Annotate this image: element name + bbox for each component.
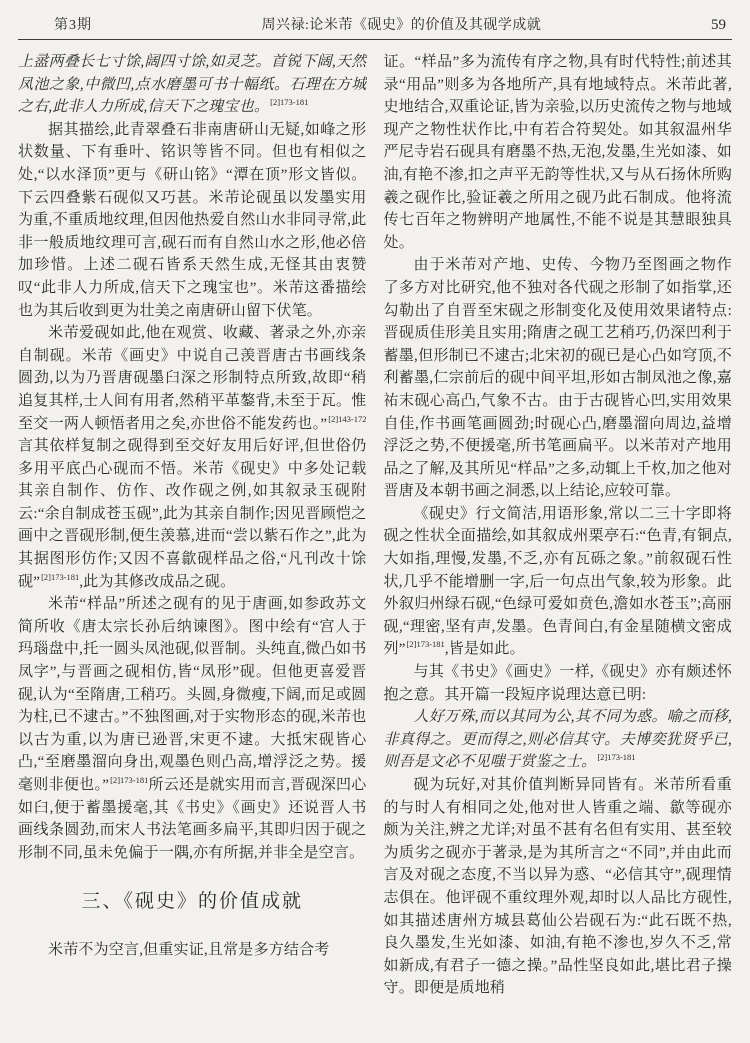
paragraph: 米芾“样品”所述之砚有的见于唐画,如参政苏文简所收《唐太宗长孙后纳谏图》。图中绘有“宫人于玛瑙盘中,托一圆头凤池砚,似晋制。头纯直,微凸如书凤字”,与晋画之砚相仿,皆“凤形”砚。但他更喜爱晋砚,认为“至隋唐,工稍巧。头圆,身微瘦,下阔,而足或圆为柱,已不逮古。”不独图画,对于实物形态的砚,米芾也以古为重,以为唐已逊晋,宋更不逮。大抵宋砚皆心凸,“至磨墨溜向身出,观墨色则凸高,增浮泛之势。援毫则非便也。”$^{[2]173-181}$所云还是就实用而言,晋砚深凹心如臼,便于蓄墨援毫,其《书史》《画史》还说晋人书画线条圆劲,而宋人书法笔画多扁平,其即归因于砚之形制不同,虽未免偏于一隅,亦有所据,并非全是空言。 xyxy=(18,596,367,861)
citation-ref: [2]173-181 xyxy=(110,775,149,785)
running-head-title: 周兴禄:论米芾《砚史》的价值及其砚学成就 xyxy=(261,18,542,33)
section-heading: 三、《砚史》的价值成就 xyxy=(81,891,303,913)
paragraph: 据其描绘,此青翠叠石非南唐研山无疑,如峰之形状数量、下有垂叶、铭识等皆不同。但也有相似之处,“以水泽顶”更与《研山铭》“潭在顶”形文皆似。下云四叠紫石砚似又巧甚。米芾论砚虽以发墨实用为重,不重质地纹理,但因他热爱自然山水非同寻常,此非一般质地纹理可言,砚石而有自然山水之形,他必倍加珍惜。上述二砚石皆系天然生成,无怪其由衷赞叹“此非人力所成,信天下之瑰宝也”。米芾这番描绘也为其后收到更为壮美之南唐研山留下伏笔。 xyxy=(18,121,367,319)
running-head xyxy=(18,14,732,40)
issue-number: 第3期 xyxy=(54,18,92,33)
page-number: 59 xyxy=(710,17,726,33)
left-column xyxy=(18,51,367,1043)
citation-ref: [2]173-181 xyxy=(406,639,445,650)
paragraph: 砚为玩好,对其价值判断异同皆有。米芾所看重的与时人有相同之处,他对世人皆重之端、歙等砚亦颇为关注,辨之尤详;对虽不甚有名但有实用、甚至较为质劣之砚亦于著录,是为其所言之“不同”,并由此而言及对砚之态度,不当以异为惑、“必信其守”,砚理情志俱在。他评砚不重纹理外观,却时以人品比方砚性,如其描述唐州方城县葛仙公岩砚石为:“此石既不热,良久墨发,生光如漆、如油,有艳不渗也,岁久不乏,常如新成,有君子一德之操。”品性坚良如此,堪比君子操守。即便是质地稍 xyxy=(383,777,732,997)
paragraph: 米芾不为空言,但重实证,且常是多方结合考 xyxy=(48,941,330,958)
paragraph: 与其《书史》《画史》一样,《砚史》亦有颇述怀抱之意。其开篇一段短序说理达意已明: xyxy=(383,664,732,703)
block-quote: 上盝两叠长七寸馀,阔四寸馀,如灵芝。首锐下阔,天然凤池之象,中微凹,点水磨墨可书十幅纸。石理在方城之右,此非人力所成,信天下之瑰宝也。$^{[2]173-181}$ xyxy=(18,54,367,116)
right-column xyxy=(384,51,733,1043)
paragraph: 米芾爱砚如此,他在观赏、收藏、著录之外,亦亲自制砚。米芾《画史》中说自己羡晋唐古书画线条圆劲,以为乃晋唐砚墨臼深之形制特点所致,故即“稍追复其样,士人间有用者,然稍平革鏊背,未至于瓦。惟至交一两人顿悟者用之矣,亦世俗不能发药也。”$^{[2]143-172}$言其依样复制之砚得到至交好友用后好评,但世俗仍多用平底凸心砚而不悟。米芾《砚史》中多处记载其亲自制作、仿作、改作砚之例,如其叙录玉砚附云:“余自制成苍玉砚”,此为其亲自制作;因见晋顾恺之画中之晋砚形制,便生羡慕,进而“尝以紫石作之”,此为其据图形仿作;又因不喜歙砚样品之俗,“凡刊改十馀砚”$^{[2]173-181}$,此为其修改成品之砚。 xyxy=(18,325,367,590)
citation-ref: [2]173-181 xyxy=(597,752,636,763)
citation-ref: [2]143-172 xyxy=(328,413,367,424)
paragraph: 《砚史》行文简洁,用语形象,常以二三十字即将砚之性状全面描绘,如其叙成州栗亭石:“色青,有铜点,大如指,理慢,发墨,不乏,亦有瓦砾之象。”前叙砚石性状,几乎不能增删一字,后一句点出气象,较为形象。此外叙归州绿石砚,“色绿可爱如贲色,澹如水苍玉”;高丽砚,“理密,坚有声,发墨。色青间白,有金星随横文密成列”$^{[2]173-181}$,皆是如此。 xyxy=(383,505,732,658)
citation-ref: [2]173-181 xyxy=(270,97,309,108)
paragraph: 由于米芾对产地、史传、今物乃至图画之物作了多方对比研究,他不独对各代砚之形制了如指掌,还勾勒出了自晋至宋砚之形制变化及使用效果诸特点:晋砚质佳形美且实用;隋唐之砚工艺稍巧,仍深凹利于蓄墨,但形制已不逮古;北宋初的砚已是心凸如穹顶,不利蓄墨,仁宗前后的砚中间平坦,形如古制凤池之像,嘉祐末砚心高凸,气象不古。由于古砚皆心凹,实用效果自佳,作书画笔画圆劲;时砚心凸,磨墨溜向周边,益增浮泛之势,不便援毫,所书笔画扁平。以米芾对产地用品之了解,及其所见“样品”之多,动辄上千枚,加之他对晋唐及本朝书画之洞悉,以上结论,应较可靠。 xyxy=(383,257,732,500)
paragraph: 证。“样品”多为流传有序之物,具有时代特性;前述其录“用品”则多为各地所产,具有地域特点。米芾此著,史地结合,双重论证,皆为亲验,以历史流传之物与地域现产之物性状作比,中有若合符契处。如其叙温州华严尼寺岩石砚具有磨墨不热,无泡,发墨,生光如漆、如油,有艳不渗,扣之声平无韵等性状,又与从石扬休所购羲之砚作比,验证羲之所用之砚乃此石制成。他将流传七百年之物辨明产地属性,不能不说是其慧眼独具处。 xyxy=(383,54,732,251)
block-quote: 人好万殊,而以其同为公,其不同为惑。喻之而移,非真得之。更而得之,则必信其守。夫博奕犹贤乎已,则吾是文必不见嗤于赏鉴之士。$^{[2]173-181}$ xyxy=(383,709,732,771)
citation-ref: [2]173-181 xyxy=(41,571,80,582)
text-columns xyxy=(18,40,732,1043)
